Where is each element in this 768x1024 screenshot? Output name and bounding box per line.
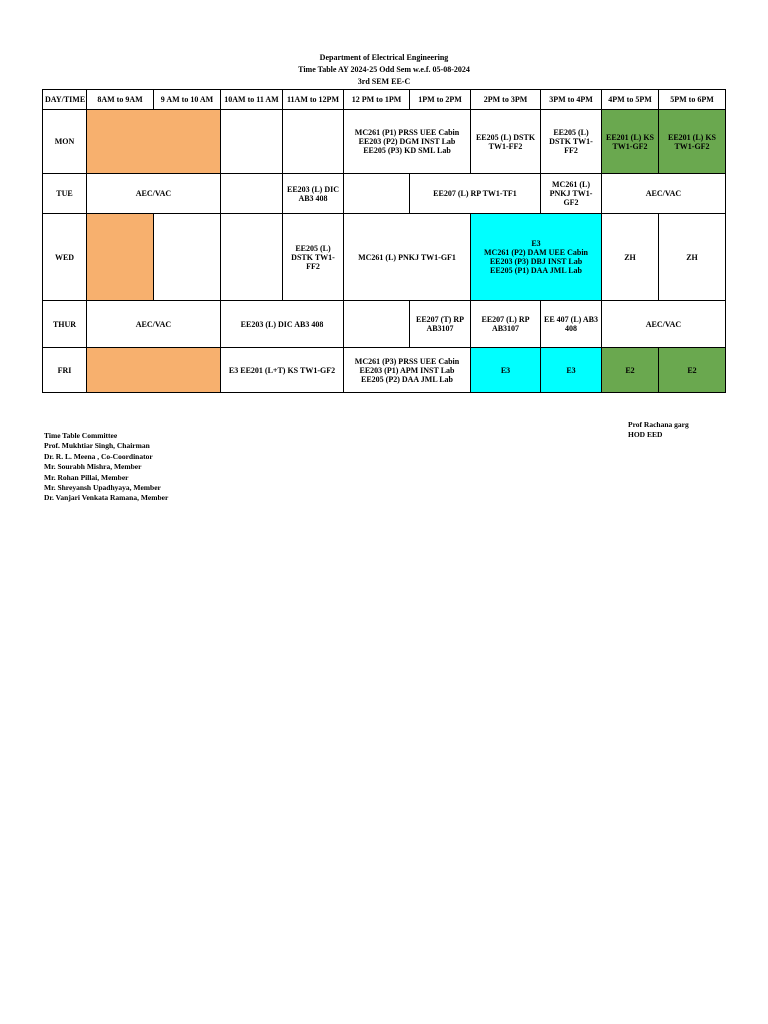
- slot-cell: AEC/VAC: [602, 301, 726, 348]
- timetable-grid: [42, 89, 726, 393]
- slot-cell: ZH: [602, 214, 659, 301]
- day-label: MON: [43, 110, 87, 174]
- semester-title: 3rd SEM EE-C: [357, 77, 411, 86]
- slot-cell: [221, 174, 283, 214]
- timetable-title: Time Table AY 2024-25 Odd Sem w.e.f. 05-08-2024: [298, 65, 470, 74]
- slot-cell: [87, 214, 154, 301]
- column-header: 3PM to 4PM: [541, 90, 602, 110]
- committee-line: Mr. Sourabh Mishra, Member: [44, 462, 142, 472]
- hod-name: Prof Rachana garg: [628, 420, 689, 429]
- committee-line: Time Table Committee: [44, 431, 118, 440]
- column-header: DAY/TIME: [43, 90, 87, 110]
- slot-cell: MC261 (P3) PRSS UEE Cabin EE203 (P1) APM INST Lab EE205 (P2) DAA JML Lab: [344, 348, 471, 393]
- hod-signature: [628, 420, 689, 441]
- timetable-committee: [44, 431, 168, 504]
- day-label: WED: [43, 214, 87, 301]
- slot-cell: MC261 (L) PNKJ TW1-GF1: [344, 214, 471, 301]
- slot-cell: E2: [659, 348, 726, 393]
- column-header: 12 PM to 1PM: [344, 90, 410, 110]
- column-header: 2PM to 3PM: [471, 90, 541, 110]
- page-header: [0, 52, 768, 88]
- slot-cell: ZH: [659, 214, 726, 301]
- table-row-mon: [43, 110, 726, 174]
- column-header: 9 AM to 10 AM: [154, 90, 221, 110]
- slot-cell: EE207 (L) RP AB3107: [471, 301, 541, 348]
- day-label: TUE: [43, 174, 87, 214]
- day-label: THUR: [43, 301, 87, 348]
- slot-cell: EE207 (T) RP AB3107: [410, 301, 471, 348]
- slot-cell: E3 EE201 (L+T) KS TW1-GF2: [221, 348, 344, 393]
- slot-cell: AEC/VAC: [602, 174, 726, 214]
- slot-cell: E3: [471, 348, 541, 393]
- slot-cell: EE201 (L) KS TW1-GF2: [602, 110, 659, 174]
- slot-cell: AEC/VAC: [87, 301, 221, 348]
- slot-cell: EE207 (L) RP TW1-TF1: [410, 174, 541, 214]
- column-header: 4PM to 5PM: [602, 90, 659, 110]
- table-row-wed: [43, 214, 726, 301]
- slot-cell: MC261 (P1) PRSS UEE Cabin EE203 (P2) DGM INST Lab EE205 (P3) KD SML Lab: [344, 110, 471, 174]
- slot-cell: [344, 301, 410, 348]
- committee-line: Dr. Vanjari Venkata Ramana, Member: [44, 493, 169, 503]
- committee-line: Dr. R. L. Meena , Co-Coordinator: [44, 451, 153, 461]
- hod-title: HOD EED: [628, 430, 663, 440]
- slot-cell: [221, 110, 283, 174]
- slot-cell: EE201 (L) KS TW1-GF2: [659, 110, 726, 174]
- slot-cell: EE203 (L) DIC AB3 408: [283, 174, 344, 214]
- slot-cell: MC261 (L) PNKJ TW1-GF2: [541, 174, 602, 214]
- slot-cell: EE203 (L) DIC AB3 408: [221, 301, 344, 348]
- table-row-tue: [43, 174, 726, 214]
- column-header: 10AM to 11 AM: [221, 90, 283, 110]
- slot-cell: [283, 110, 344, 174]
- slot-cell: [221, 214, 283, 301]
- department-title: Department of Electrical Engineering: [319, 53, 449, 62]
- header-row: [43, 90, 726, 110]
- column-header: 1PM to 2PM: [410, 90, 471, 110]
- slot-cell: [344, 174, 410, 214]
- slot-cell: AEC/VAC: [87, 174, 221, 214]
- day-label: FRI: [43, 348, 87, 393]
- slot-cell: [87, 348, 221, 393]
- slot-cell: E2: [602, 348, 659, 393]
- slot-cell: EE205 (L) DSTK TW1-FF2: [541, 110, 602, 174]
- slot-cell: EE205 (L) DSTK TW1-FF2: [283, 214, 344, 301]
- column-header: 5PM to 6PM: [659, 90, 726, 110]
- slot-cell: E3 MC261 (P2) DAM UEE Cabin EE203 (P3) DBJ INST Lab EE205 (P1) DAA JML Lab: [471, 214, 602, 301]
- slot-cell: [87, 110, 221, 174]
- committee-line: Mr. Rohan Pillai, Member: [44, 472, 129, 482]
- table-row-fri: [43, 348, 726, 393]
- slot-cell: E3: [541, 348, 602, 393]
- committee-line: Mr. Shreyansh Upadhyaya, Member: [44, 483, 161, 493]
- column-header: 11AM to 12PM: [283, 90, 344, 110]
- slot-cell: [154, 214, 221, 301]
- slot-cell: EE205 (L) DSTK TW1-FF2: [471, 110, 541, 174]
- slot-cell: EE 407 (L) AB3 408: [541, 301, 602, 348]
- column-header: 8AM to 9AM: [87, 90, 154, 110]
- table-row-thur: [43, 301, 726, 348]
- committee-line: Prof. Mukhtiar Singh, Chairman: [44, 441, 150, 451]
